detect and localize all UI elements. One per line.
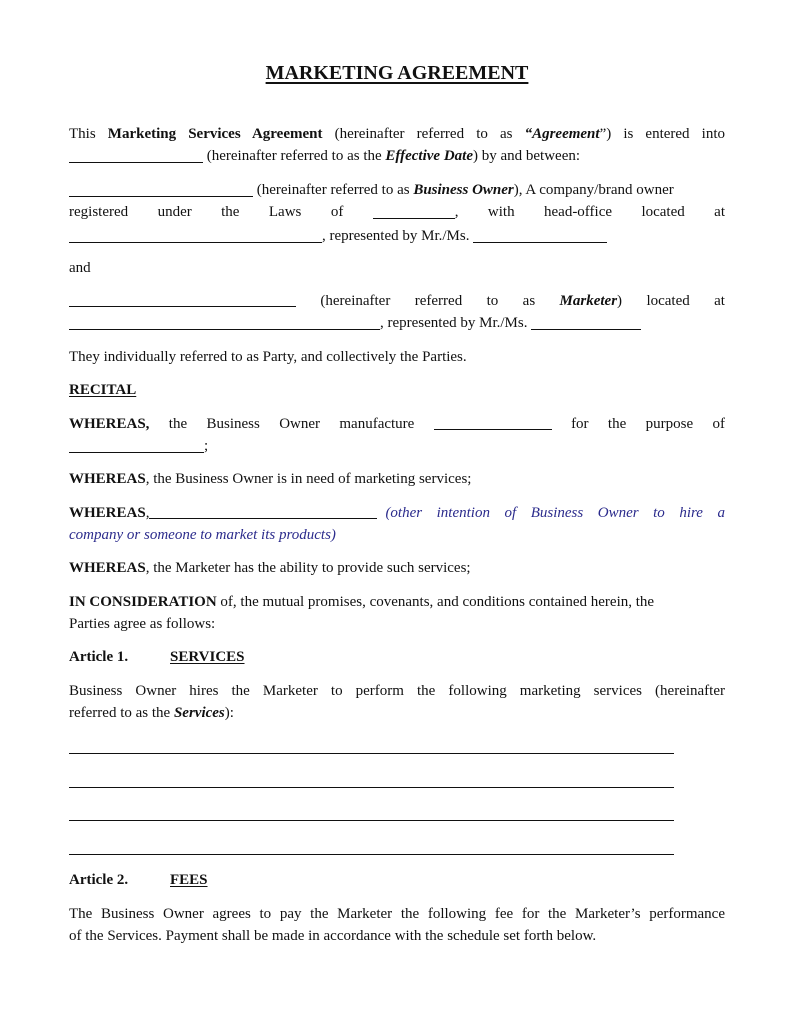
services-blank-line[interactable]: [69, 854, 674, 855]
word: (hereinafter: [320, 293, 391, 309]
title-text: MARKETING AGREEMENT: [265, 62, 529, 84]
article-1-text: Business Owner hires the Marketer to perform the following marketing services (hereinafter: [69, 683, 725, 699]
article-title: SERVICES: [170, 649, 245, 665]
other-intention-blank[interactable]: [149, 504, 377, 519]
whereas-1-line-1: [69, 415, 725, 433]
consideration-text: of, the mutual promises, covenants, and conditions contained herein, the: [216, 594, 655, 610]
business-owner-term: Business Owner: [413, 182, 514, 198]
consideration-line-1: [69, 593, 725, 611]
word: with: [487, 204, 515, 220]
word: the: [221, 204, 240, 220]
whereas-label: WHEREAS: [69, 471, 146, 487]
word: Laws: [268, 204, 302, 220]
owner-representative-blank[interactable]: [473, 228, 607, 243]
party2-line-1: [69, 292, 725, 310]
whereas-text: , the Business Owner is in need of marketing services;: [145, 471, 472, 487]
word: located: [641, 204, 685, 220]
article-2-text: The Business Owner agrees to pay the Marketer the following fee for the Marketer’s performance: [69, 906, 725, 922]
punct: ;: [204, 438, 209, 454]
business-owner-name-blank[interactable]: [69, 182, 253, 197]
services-blank-line[interactable]: [69, 820, 674, 821]
agreement-term: “Agreement: [524, 126, 600, 142]
marketer-representative-blank[interactable]: [531, 315, 641, 330]
effective-date-blank[interactable]: [69, 148, 203, 163]
article-text: referred to as the: [69, 705, 174, 721]
agreement-name: Marketing Services Agreement: [107, 126, 323, 142]
word: registered: [69, 204, 129, 220]
whereas-4: [69, 559, 725, 577]
word: manufacture: [339, 416, 415, 432]
intro-text: This: [69, 126, 108, 142]
article-2-heading: [69, 871, 725, 889]
word: at: [714, 204, 725, 220]
marketer-address-blank[interactable]: [69, 315, 380, 330]
intro-text: ”) is entered into: [599, 126, 725, 142]
word: of: [330, 204, 344, 220]
word: for: [571, 416, 589, 432]
instruction-note: company or someone to market its products): [69, 527, 336, 543]
party1-text: ), A company/brand owner: [513, 182, 674, 198]
article-number: Article 1.: [69, 649, 129, 665]
intro-text: (hereinafter referred to as the: [203, 148, 386, 164]
word: as: [522, 293, 536, 309]
document-title: [69, 62, 725, 85]
consideration-text: Parties agree as follows:: [69, 616, 216, 632]
punct: ): [617, 293, 623, 309]
whereas-label: WHEREAS: [69, 505, 146, 521]
article-2-text: of the Services. Payment shall be made in accordance with the schedule set forth below.: [69, 928, 597, 944]
marketer-name-blank[interactable]: [69, 292, 296, 307]
parties-text: They individually referred to as Party, and collectively the Parties.: [69, 349, 467, 365]
head-office-address-blank[interactable]: [69, 228, 322, 243]
word: Business: [206, 416, 260, 432]
whereas-label: WHEREAS: [69, 560, 146, 576]
party1-text: (hereinafter referred to as: [253, 182, 414, 198]
party2-text: , represented by Mr./Ms.: [380, 315, 532, 331]
word: purpose: [645, 416, 694, 432]
punct: ,: [454, 204, 459, 220]
intro-line-2: [69, 147, 725, 165]
recital-heading-text: RECITAL: [69, 382, 137, 398]
whereas-label: WHEREAS,: [69, 416, 150, 432]
word: the: [168, 416, 188, 432]
instruction-note: (other intention of Business Owner to hire a: [385, 505, 725, 521]
punct: ,: [145, 505, 150, 521]
article-1-text-2: [69, 704, 725, 722]
consideration-label: IN CONSIDERATION: [69, 594, 217, 610]
word: under: [157, 204, 192, 220]
whereas-1-line-2: [69, 437, 725, 455]
purpose-blank[interactable]: [69, 438, 204, 453]
word: of: [712, 416, 725, 432]
party1-text: , represented by Mr./Ms.: [322, 228, 474, 244]
whereas-text: , the Marketer has the ability to provide such services;: [145, 560, 471, 576]
effective-date-term: Effective Date: [385, 148, 473, 164]
word: head-office: [544, 204, 613, 220]
services-term: Services: [173, 705, 225, 721]
services-blank-line[interactable]: [69, 753, 674, 754]
intro-text: (hereinafter referred to as: [322, 126, 525, 142]
whereas-2: [69, 470, 725, 488]
punct: ):: [224, 705, 234, 721]
article-1-heading: [69, 648, 725, 666]
word: Owner: [279, 416, 321, 432]
intro-line-1: [69, 125, 725, 143]
recital-heading: [69, 381, 725, 399]
whereas-3-line-1: [69, 504, 725, 522]
party1-line-2: [69, 203, 725, 221]
and-text: and: [69, 260, 91, 276]
word: located: [646, 293, 690, 309]
article-number: Article 2.: [69, 872, 129, 888]
product-blank[interactable]: [434, 415, 552, 430]
party2-line-2: [69, 314, 725, 332]
intro-text: ) by and between:: [473, 148, 581, 164]
word: to: [486, 293, 499, 309]
laws-country-blank[interactable]: [373, 204, 455, 219]
party1-line-3: [69, 227, 725, 245]
marketer-term: Marketer: [559, 293, 618, 309]
services-blank-line[interactable]: [69, 787, 674, 788]
party1-line-1: [69, 181, 725, 199]
word: referred: [414, 293, 463, 309]
word: the: [607, 416, 627, 432]
article-title: FEES: [170, 872, 208, 888]
word: at: [714, 293, 725, 309]
